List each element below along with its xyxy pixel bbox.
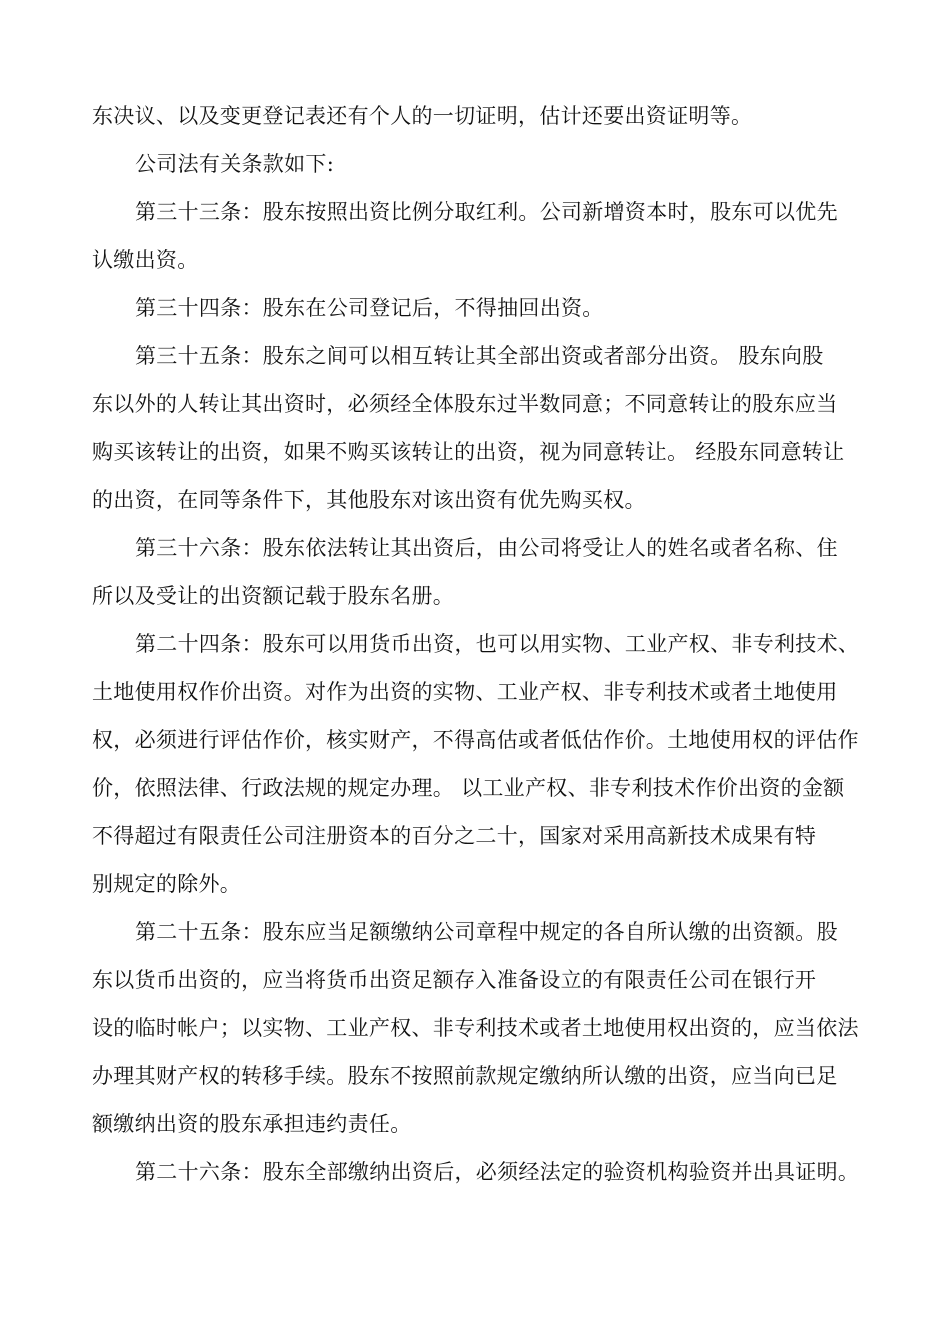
text-line: 东决议、以及变更登记表还有个人的一切证明，估计还要出资证明等。	[92, 104, 753, 128]
text-line: 第三十六条：股东依法转让其出资后，由公司将受让人的姓名或者名称、住	[135, 536, 838, 560]
text-line: 购买该转让的出资，如果不购买该转让的出资，视为同意转让。 经股东同意转让	[92, 440, 845, 464]
text-line: 公司法有关条款如下:	[135, 152, 335, 176]
text-line: 第三十四条：股东在公司登记后，不得抽回出资。	[135, 296, 604, 320]
text-line: 所以及受让的出资额记载于股东名册。	[92, 584, 455, 608]
text-line: 土地使用权作价出资。对作为出资的实物、工业产权、非专利技术或者土地使用	[92, 680, 838, 704]
text-line: 不得超过有限责任公司注册资本的百分之二十，国家对采用高新技术成果有特	[92, 824, 817, 848]
text-line: 的出资，在同等条件下，其他股东对该出资有优先购买权。	[92, 488, 646, 512]
text-line: 东以货币出资的，应当将货币出资足额存入准备设立的有限责任公司在银行开	[92, 968, 817, 992]
text-line: 第三十五条：股东之间可以相互转让其全部出资或者部分出资。 股东向股	[135, 344, 824, 368]
text-line: 额缴纳出资的股东承担违约责任。	[92, 1112, 412, 1136]
text-line: 第二十四条：股东可以用货币出资，也可以用实物、工业产权、非专利技术、	[135, 632, 860, 656]
text-line: 设的临时帐户；以实物、工业产权、非专利技术或者土地使用权出资的，应当依法	[92, 1016, 859, 1040]
text-line: 别规定的除外。	[92, 872, 242, 896]
text-line: 价，依照法律、行政法规的规定办理。 以工业产权、非专利技术作价出资的金额	[92, 776, 845, 800]
text-line: 东以外的人转让其出资时，必须经全体股东过半数同意；不同意转让的股东应当	[92, 392, 838, 416]
text-line: 认缴出资。	[92, 248, 199, 272]
text-line: 第二十六条：股东全部缴纳出资后，必须经法定的验资机构验资并出具证明。	[135, 1160, 860, 1184]
text-line: 办理其财产权的转移手续。股东不按照前款规定缴纳所认缴的出资，应当向已足	[92, 1064, 838, 1088]
text-line: 第二十五条：股东应当足额缴纳公司章程中规定的各自所认缴的出资额。股	[135, 920, 838, 944]
text-line: 第三十三条：股东按照出资比例分取红利。公司新增资本时，股东可以优先	[135, 200, 838, 224]
text-line: 权，必须进行评估作价，核实财产，不得高估或者低估作价。土地使用权的评估作	[92, 728, 859, 752]
